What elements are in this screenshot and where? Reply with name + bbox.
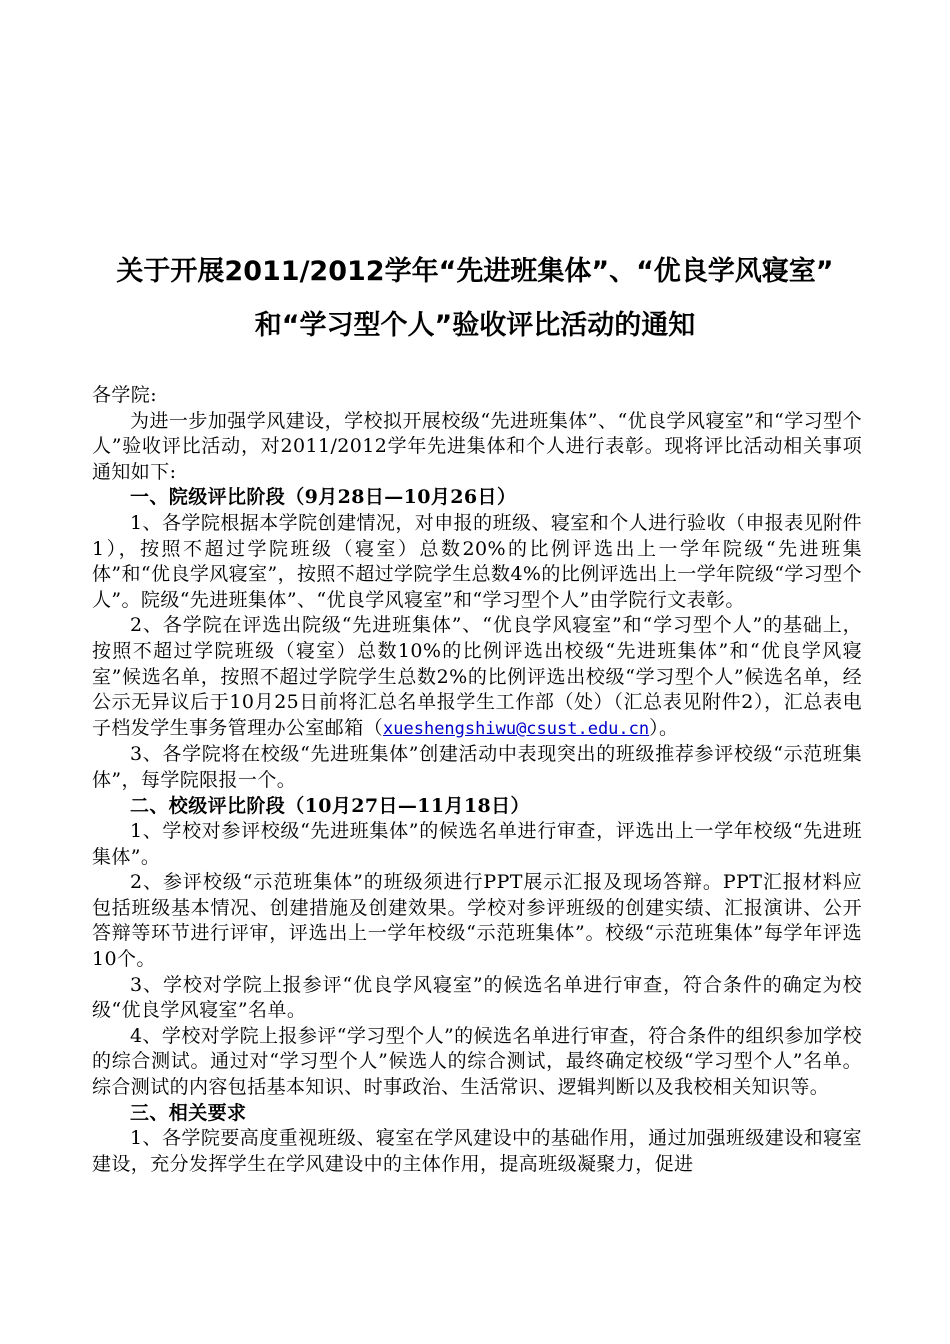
section-1-paragraph-2-text: 2、各学院在评选出院级“先进班集体”、“优良学风寝室”和“学习型个人”的基础上，按照不超过学院班级（寝室）总数10%的比例评选出校级“先进班集体”和“优良学风寝室”候选名单，按照不超过学院学生总数2%的比例评选出校级“学习型个人”候选名单，经公示无异议后于10月25日前将汇总名单报学生工作部（处）（汇总表见附件2），汇总表电子档发学生事务管理办公室邮箱（	[92, 614, 862, 739]
section-2-paragraph-3: 3、学校对学院上报参评“优良学风寝室”的候选名单进行审查，符合条件的确定为校级“优良学风寝室”名单。	[92, 973, 862, 1022]
section-3-heading: 三、相关要求	[130, 1101, 247, 1124]
greeting: 各学院:	[92, 384, 158, 406]
section-1-paragraph-1: 1、各学院根据本学院创建情况，对申报的班级、寝室和个人进行验收（申报表见附件1），按照不超过学院班级（寝室）总数20%的比例评选出上一学年院级“先进班集体”和“优良学风寝室”，按照不超过学院学生总数4%的比例评选出上一学年院级“学习型个人”。院级“先进班集体”、“优良学风寝室”和“学习型个人”由学院行文表彰。	[92, 511, 862, 611]
section-1-paragraph-3: 3、各学院将在校级“先进班集体”创建活动中表现突出的班级推荐参评校级“示范班集体”，每学院限报一个。	[92, 743, 862, 791]
email-link[interactable]: xueshengshiwu@csust.edu.cn	[383, 718, 650, 739]
section-2-paragraph-2: 2、参评校级“示范班集体”的班级须进行PPT展示汇报及现场答辩。PPT汇报材料应包括班级基本情况、创建措施及创建效果。学校对参评班级的创建实绩、汇报演讲、公开答辩等环节进行评审，评选出上一学年校级“示范班集体”。校级“示范班集体”每学年评选10个。	[92, 871, 862, 971]
section-2-paragraph-4: 4、学校对学院上报参评“学习型个人”的候选名单进行审查，符合条件的组织参加学校的综合测试。通过对“学习型个人”候选人的综合测试，最终确定校级“学习型个人”名单。综合测试的内容包括基本知识、时事政治、生活常识、逻辑判断以及我校相关知识等。	[92, 1024, 862, 1099]
section-1-paragraph-2	[92, 613, 862, 742]
section-1-paragraph-2-end: ）。	[649, 716, 679, 739]
intro-paragraph: 为进一步加强学风建设，学校拟开展校级“先进班集体”、“优良学风寝室”和“学习型个人”验收评比活动，对2011/2012学年先进集体和个人进行表彰。现将评比活动相关事项通知如下:	[92, 409, 862, 483]
document-title-line-2: 和“学习型个人”验收评比活动的通知	[254, 310, 696, 341]
section-2-heading: 二、校级评比阶段（10月27日—11月18日）	[130, 794, 530, 817]
section-2-paragraph-1: 1、学校对参评校级“先进班集体”的候选名单进行审查，评选出上一学年校级“先进班集体”。	[92, 820, 862, 868]
section-3-paragraph-1: 1、各学院要高度重视班级、寝室在学风建设中的基础作用，通过加强班级建设和寝室建设，充分发挥学生在学风建设中的主体作用，提高班级凝聚力，促进	[92, 1127, 862, 1175]
section-1-heading: 一、院级评比阶段（9月28日—10月26日）	[130, 486, 517, 509]
document-body	[92, 383, 862, 1177]
document-title-line-1: 关于开展2011/2012学年“先进班集体”、“优良学风寝室”	[116, 256, 834, 287]
